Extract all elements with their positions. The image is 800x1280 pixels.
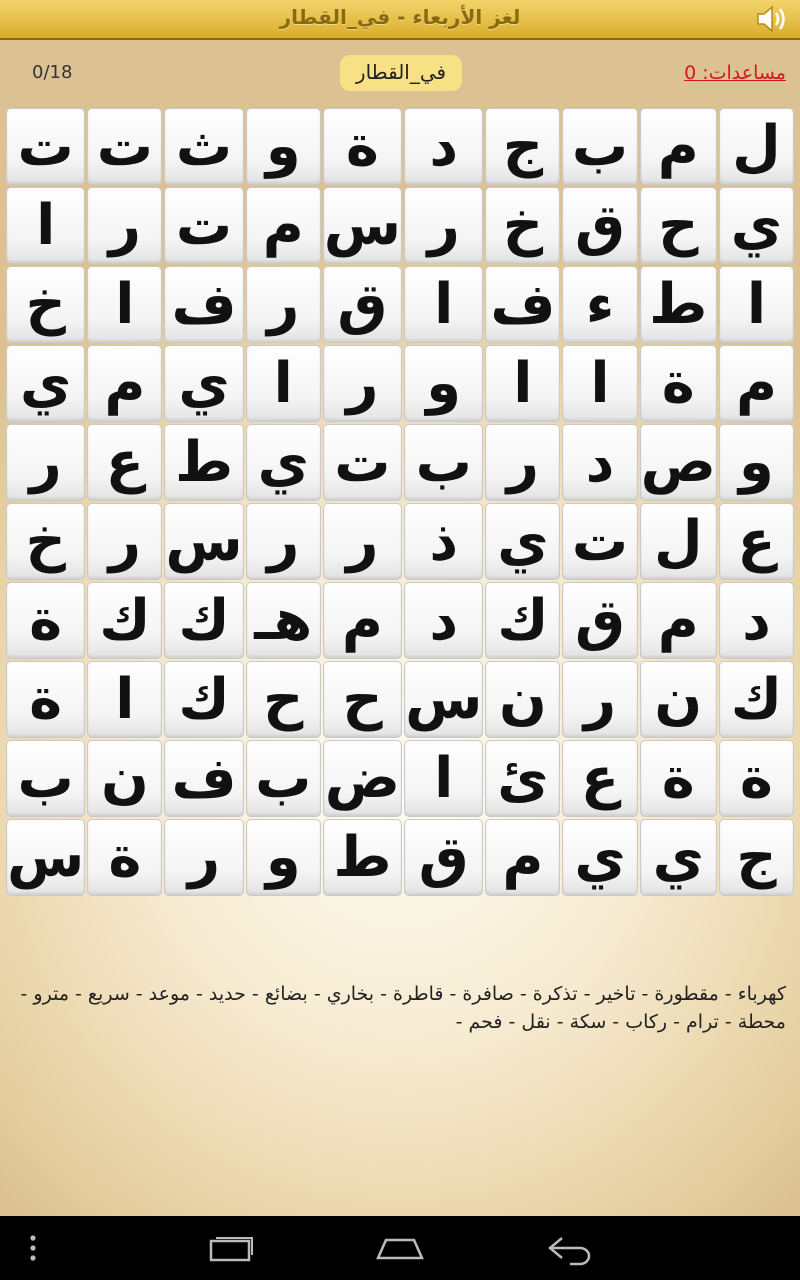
letter-cell[interactable]: ر [87,187,162,264]
back-icon[interactable] [546,1230,594,1266]
letter-cell[interactable]: د [562,424,637,501]
letter-cell[interactable]: ي [246,424,321,501]
letter-cell[interactable]: ر [485,424,560,501]
letter-cell[interactable]: و [404,345,483,422]
letter-cell[interactable]: ئ [485,740,560,817]
letter-cell[interactable]: ك [164,661,243,738]
letter-cell[interactable]: ط [640,266,717,343]
letter-cell[interactable]: ا [404,266,483,343]
letter-cell[interactable]: ق [323,266,402,343]
letter-cell[interactable]: ا [246,345,321,422]
letter-cell[interactable]: ص [640,424,717,501]
letter-cell[interactable]: ة [640,740,717,817]
letter-cell[interactable]: ت [323,424,402,501]
letter-cell[interactable]: ف [164,740,243,817]
letter-cell[interactable]: و [246,819,321,896]
letter-cell[interactable]: ط [323,819,402,896]
letter-cell[interactable]: ل [640,503,717,580]
letter-cell[interactable]: ة [87,819,162,896]
letter-cell[interactable]: ر [164,819,243,896]
letter-cell[interactable]: ت [164,187,243,264]
found-counter: 0/18 [32,62,73,83]
letter-cell[interactable]: ق [562,582,637,659]
letter-cell[interactable]: ا [719,266,794,343]
letter-cell[interactable]: ر [562,661,637,738]
letter-cell[interactable]: ي [6,345,85,422]
letter-cell[interactable]: د [719,582,794,659]
word-list: كهرباء - مقطورة - تاخير - تذكرة - صافرة - قاطرة - بخاري - بضائع - حديد - موعد - سريع - مترو - محطة - ترام - ركاب - سكة - نقل - فحم - [20,983,786,1033]
letter-cell[interactable]: ث [164,108,243,185]
speaker-icon[interactable] [754,3,788,35]
letter-cell[interactable]: ح [246,661,321,738]
letter-cell[interactable]: م [485,819,560,896]
letter-cell[interactable]: ر [6,424,85,501]
letter-cell[interactable]: ر [87,503,162,580]
letter-cell[interactable]: ع [719,503,794,580]
letter-cell[interactable]: ج [719,819,794,896]
letter-cell[interactable]: ض [323,740,402,817]
letter-cell[interactable]: ر [246,266,321,343]
letter-cell[interactable]: س [404,661,483,738]
top-bar [0,0,800,40]
hints-button[interactable]: مساعدات: 0 [684,62,786,84]
letter-cell[interactable]: و [719,424,794,501]
letter-cell[interactable]: هـ [246,582,321,659]
letter-cell[interactable]: ل [719,108,794,185]
letter-cell[interactable]: ا [6,187,85,264]
letter-cell[interactable]: ر [246,503,321,580]
letter-cell[interactable]: م [640,582,717,659]
letter-cell[interactable]: س [164,503,243,580]
letter-cell[interactable]: ر [323,503,402,580]
category-label: في_القطار [340,55,462,91]
game-title: لغز الأربعاء - في_القطار [279,5,521,29]
recent-apps-icon[interactable] [206,1230,256,1266]
letter-cell[interactable]: ا [87,266,162,343]
letter-cell[interactable]: ا [87,661,162,738]
letter-cell[interactable]: ة [719,740,794,817]
letter-cell[interactable]: ا [485,345,560,422]
letter-cell[interactable]: ن [485,661,560,738]
letter-cell[interactable]: خ [6,503,85,580]
letter-cell[interactable]: ت [6,108,85,185]
letter-cell[interactable]: ك [719,661,794,738]
letter-cell[interactable]: ء [562,266,637,343]
letter-cell[interactable]: خ [6,266,85,343]
letter-grid [6,108,794,896]
letter-cell[interactable]: ة [640,345,717,422]
letter-cell[interactable]: ق [562,187,637,264]
letter-cell[interactable]: د [404,108,483,185]
letter-cell[interactable]: ك [164,582,243,659]
letter-cell[interactable]: ب [404,424,483,501]
letter-cell[interactable]: ق [404,819,483,896]
letter-cell[interactable]: ي [164,345,243,422]
home-icon[interactable] [374,1230,426,1266]
letter-cell[interactable]: ب [246,740,321,817]
letter-cell[interactable]: د [404,582,483,659]
letter-cell[interactable]: ي [640,819,717,896]
letter-cell[interactable]: م [246,187,321,264]
letter-cell[interactable]: خ [485,187,560,264]
letter-cell[interactable]: ف [164,266,243,343]
letter-cell[interactable]: ة [323,108,402,185]
letter-cell[interactable]: ف [485,266,560,343]
letter-cell[interactable]: ة [6,661,85,738]
letter-cell[interactable]: ح [640,187,717,264]
letter-cell[interactable]: ت [562,503,637,580]
letter-cell[interactable]: ا [404,740,483,817]
letter-cell[interactable]: ط [164,424,243,501]
letter-cell[interactable]: ا [562,345,637,422]
letter-cell[interactable]: و [246,108,321,185]
letter-cell[interactable]: ة [6,582,85,659]
letter-cell[interactable]: ع [87,424,162,501]
letter-cell[interactable]: ن [640,661,717,738]
letter-cell[interactable]: ب [562,108,637,185]
letter-cell[interactable]: ر [323,345,402,422]
letter-cell[interactable]: ك [87,582,162,659]
letter-cell[interactable]: ج [485,108,560,185]
letter-cell[interactable]: ي [562,819,637,896]
letter-cell[interactable]: م [640,108,717,185]
letter-cell[interactable]: ب [6,740,85,817]
letter-cell[interactable]: ع [562,740,637,817]
letter-cell[interactable]: ي [485,503,560,580]
letter-cell[interactable]: ك [485,582,560,659]
letter-cell[interactable]: ي [719,187,794,264]
letter-cell[interactable]: س [6,819,85,896]
letter-cell[interactable]: ن [87,740,162,817]
system-nav-bar [0,1216,800,1280]
letter-cell[interactable]: ذ [404,503,483,580]
letter-cell[interactable]: س [323,187,402,264]
overflow-menu-icon[interactable] [26,1230,40,1266]
letter-cell[interactable]: م [87,345,162,422]
letter-cell[interactable]: م [323,582,402,659]
letter-cell[interactable]: ت [87,108,162,185]
letter-cell[interactable]: ح [323,661,402,738]
letter-cell[interactable]: ر [404,187,483,264]
letter-cell[interactable]: م [719,345,794,422]
